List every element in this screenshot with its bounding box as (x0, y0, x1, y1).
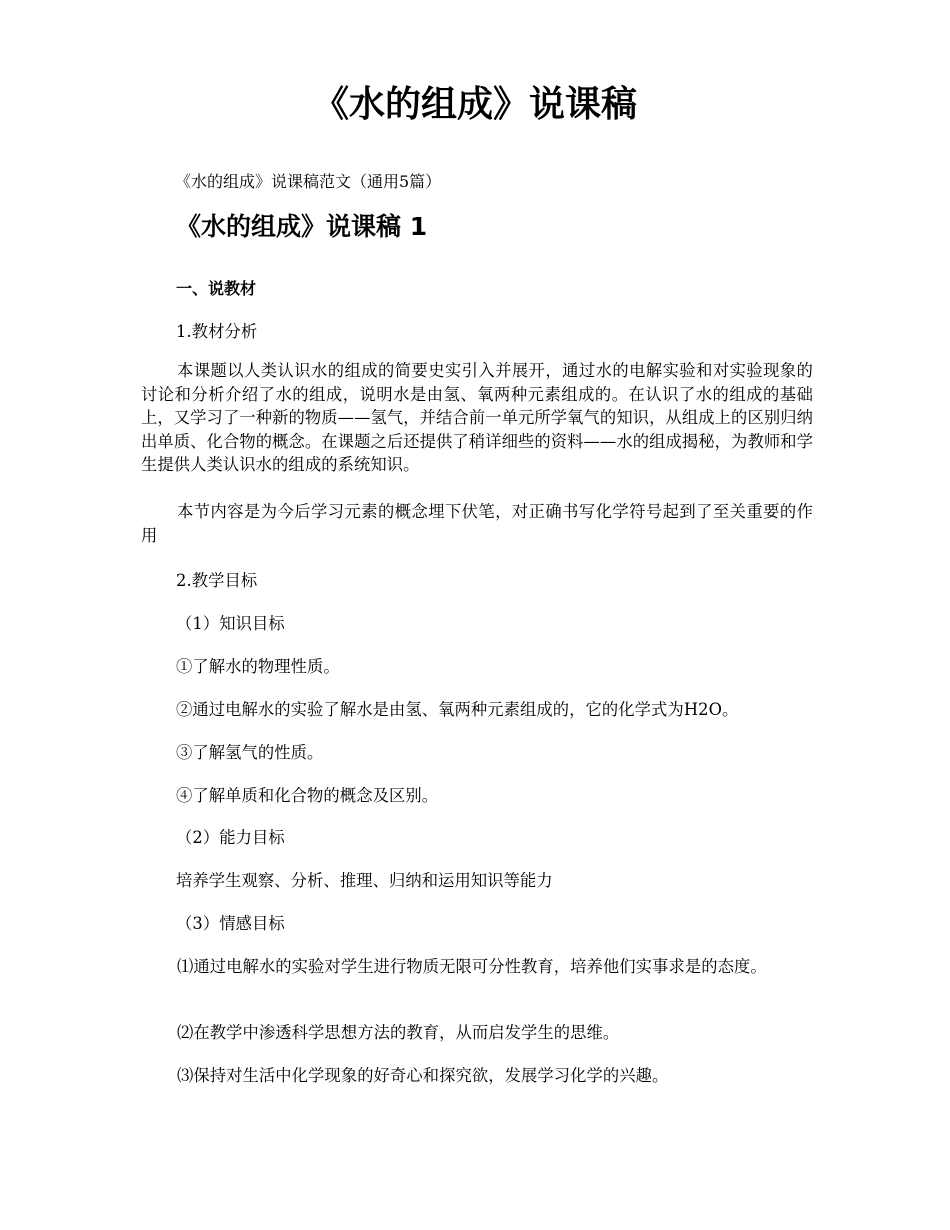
list-item-goal-4: ④了解单质和化合物的概念及区别。 (176, 786, 439, 805)
document-title: 《水的组成》说课稿 (312, 84, 637, 125)
list-item-emotion-goal-1: ⑴通过电解水的实验对学生进行物质无限可分性教育，培养他们实事求是的态度。 (177, 957, 767, 976)
list-item-goal-2: ②通过电解水的实验了解水是由氢、氧两种元素组成的，它的化学式为H2O。 (176, 700, 739, 719)
paragraph-emotion-goals-heading: （3）情感目标 (176, 914, 285, 933)
paragraph-ability-goals: 培养学生观察、分析、推理、归纳和运用知识等能力 (176, 871, 553, 890)
list-item-emotion-goal-2: ⑵在教学中渗透科学思想方法的教育，从而启发学生的思维。 (177, 1023, 620, 1042)
section-heading: 《水的组成》说课稿 1 (176, 212, 428, 241)
list-item-goal-1: ①了解水的物理性质。 (176, 657, 340, 676)
paragraph-textbook-analysis: 本课题以人类认识水的组成的简要史实引入并展开，通过水的电解实验和对实验现象的讨论和分析介绍了水的组成，说明水是由氢、氧两种元素组成的。在认识了水的组成的基础上，又学习了一种新的物质——氢气，并结合前一单元所学氧气的知识，从组成上的区别归纳出单质、化合物的概念。在课题之后还提供了稍详细些的资料——水的组成揭秘，为教师和学生提供人类认识水的组成的系统知识。 (141, 361, 813, 474)
paragraph-knowledge-goals-heading: （1）知识目标 (176, 614, 285, 633)
paragraph-ability-goals-heading: （2）能力目标 (176, 828, 285, 847)
list-item-goal-3: ③了解氢气的性质。 (176, 743, 324, 762)
part-heading: 一、说教材 (176, 279, 257, 298)
list-item-emotion-goal-3: ⑶保持对生活中化学现象的好奇心和探究欲，发展学习化学的兴趣。 (177, 1066, 669, 1085)
paragraph-textbook-analysis-heading: 1.教材分析 (176, 322, 258, 341)
paragraph-teaching-goals-heading: 2.教学目标 (176, 571, 258, 590)
paragraph-content-importance: 本节内容是为今后学习元素的概念埋下伏笔，对正确书写化学符号起到了至关重要的作用 (141, 502, 813, 545)
document-subtitle: 《水的组成》说课稿范文（通用5篇） (175, 172, 442, 191)
